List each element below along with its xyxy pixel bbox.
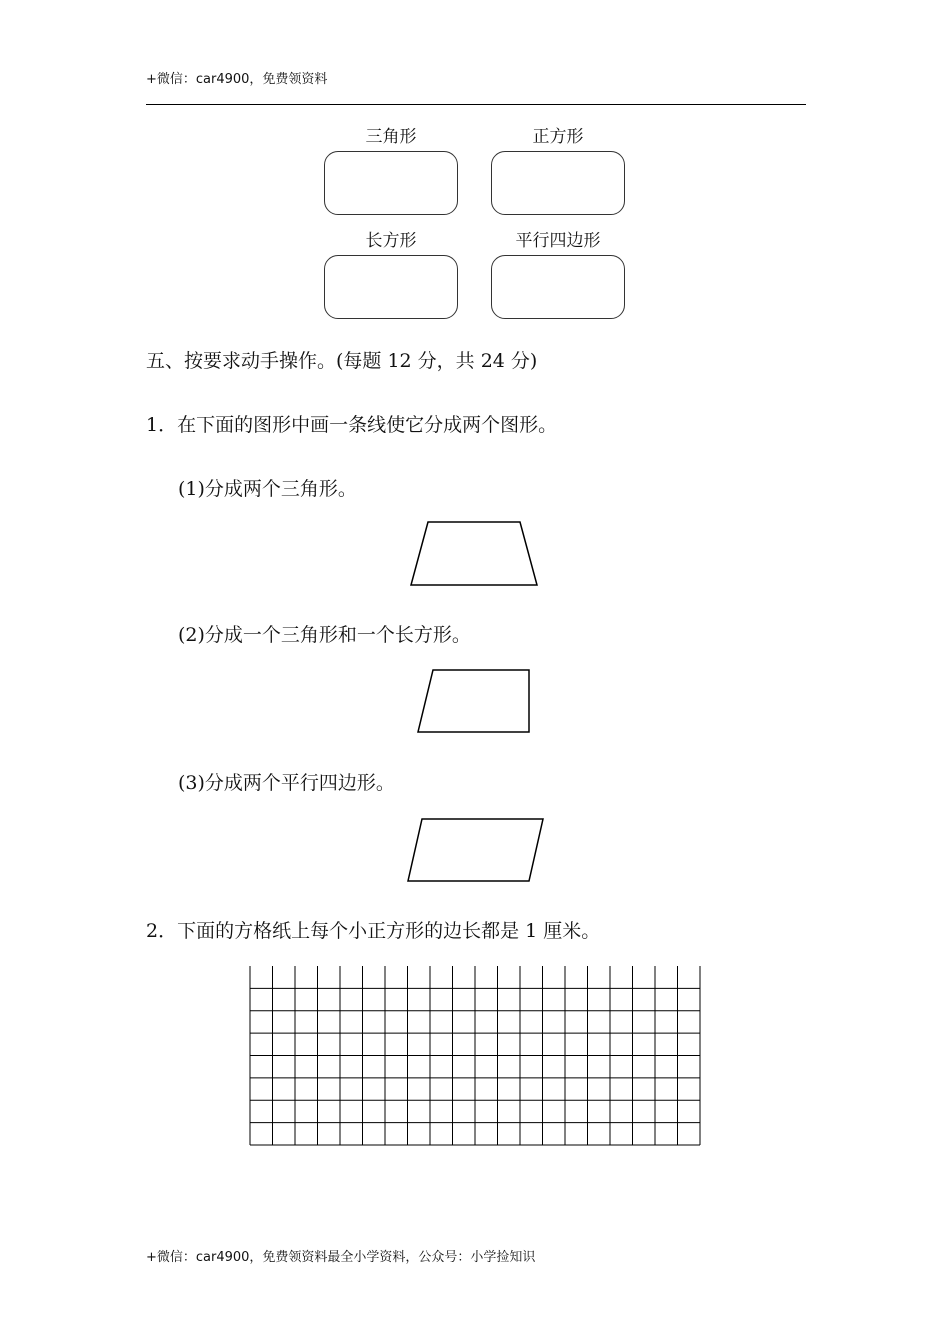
question-1-prompt: 1．在下面的图形中画一条线使它分成两个图形。 bbox=[146, 414, 558, 436]
parallelogram-shape[interactable] bbox=[408, 819, 543, 881]
box-label-parallelogram: 平行四边形 bbox=[515, 231, 601, 251]
box-label-square: 正方形 bbox=[532, 127, 584, 147]
trapezoid-shape[interactable] bbox=[411, 522, 537, 585]
question-1-part-3-label: (3)分成两个平行四边形。 bbox=[178, 772, 395, 794]
question-2-prompt: 2．下面的方格纸上每个小正方形的边长都是 1 厘米。 bbox=[146, 920, 601, 942]
box-label-rectangle: 长方形 bbox=[365, 231, 417, 251]
square-grid-paper[interactable] bbox=[249, 966, 701, 1148]
right-trapezoid-shape[interactable] bbox=[418, 670, 529, 732]
box-label-triangle: 三角形 bbox=[365, 127, 417, 147]
question-1-part-2-label: (2)分成一个三角形和一个长方形。 bbox=[178, 624, 471, 646]
question-1-part-1-label: (1)分成两个三角形。 bbox=[178, 478, 357, 500]
section-title: 五、按要求动手操作。(每题 12 分，共 24 分) bbox=[146, 350, 538, 372]
footer-note: +微信：car4900，免费领资料最全小学资料，公众号：小学捡知识 bbox=[146, 1250, 536, 1265]
header-note: +微信：car4900，免费领资料 bbox=[146, 72, 328, 87]
